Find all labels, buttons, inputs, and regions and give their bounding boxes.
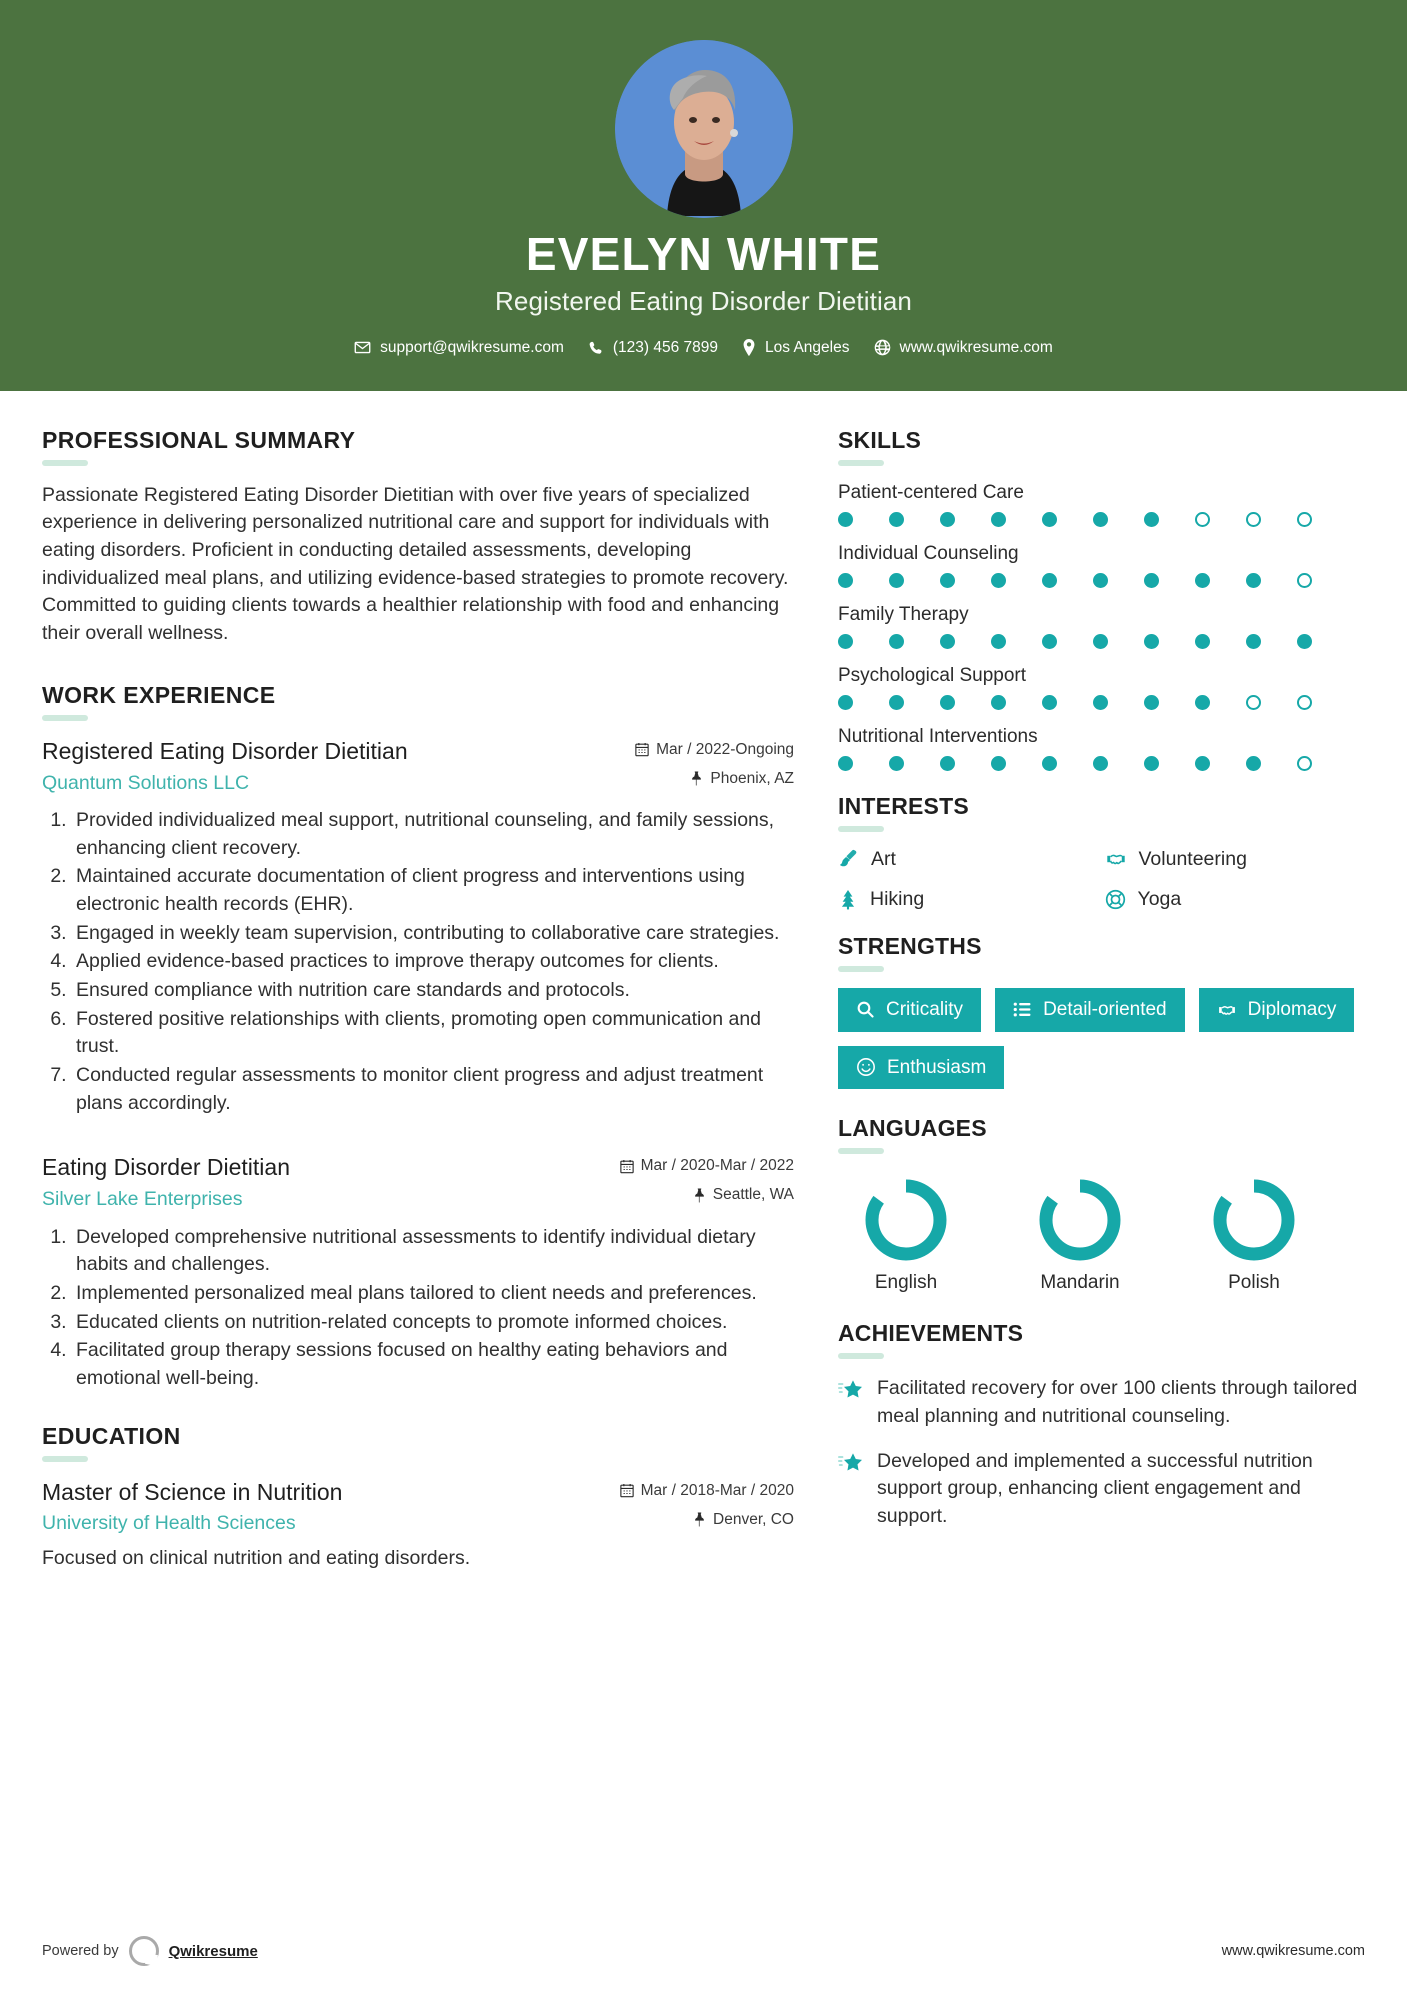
contact-email[interactable] [346,339,572,357]
section-title-skills: SKILLS [838,426,921,453]
map-pin-icon [742,339,756,356]
language-item-polish [1186,1170,1322,1294]
rating-dot-filled [991,695,1006,710]
rating-dot-filled [1093,634,1108,649]
work-location [635,770,794,788]
work-entry [42,737,794,1118]
lifebuoy-icon [1105,889,1126,910]
section-rule [42,460,88,466]
work-bullets [42,807,794,1118]
rating-dot-filled [889,512,904,527]
rating-dot-filled [1144,573,1159,588]
interest-label: Art [871,847,896,870]
pushpin-icon [693,1512,706,1527]
contact-bar [0,339,1407,357]
interest-item-volunteering [1105,848,1364,871]
resume-body [0,391,1407,1910]
section-professional-summary [42,427,794,648]
professional-summary-text: Passionate Registered Eating Disorder Dietitian with over five years of specialized experience in delivering personalized nutritional care and support for individuals with eating disorders. Proficient in conducting detailed assessments, developing individualized meal plans, and utilizing evidence-based strategies to promote recovery. Committed to guiding clients towards a healthier relationship with food and enhancing their overall wellness. [42,483,789,645]
strength-chip-enthusiasm[interactable] [838,1046,1004,1090]
strength-label: Detail-oriented [1043,998,1167,1020]
rating-dot-filled [1144,512,1159,527]
rating-dot-filled [1246,756,1261,771]
rating-dot-filled [1093,573,1108,588]
rating-dot-filled [1195,695,1210,710]
rating-dot-filled [940,573,955,588]
skill-name: Family Therapy [838,603,969,625]
contact-website[interactable] [866,339,1061,357]
skill-rating [838,634,1363,649]
rating-dot-empty [1297,512,1312,527]
achievement-item [838,1448,1363,1530]
achievement-text: Facilitated recovery for over 100 clients through tailored meal planning and nutritional counseling. [877,1377,1358,1427]
rating-dot-filled [1246,634,1261,649]
rating-dot-empty [1297,695,1312,710]
skill-item [838,482,1363,527]
work-location-value: Phoenix, AZ [710,769,794,787]
envelope-icon [354,339,371,356]
contact-phone[interactable] [580,339,726,357]
contact-email-value: support@qwikresume.com [380,338,564,356]
rating-dot-empty [1195,512,1210,527]
rating-dot-filled [889,634,904,649]
rating-dot-filled [1195,573,1210,588]
work-bullet: 4. Applied evidence-based practices to improve therapy outcomes for clients. [72,948,794,976]
rating-dot-filled [940,512,955,527]
calendar-icon [620,1159,634,1174]
rating-dot-filled [838,695,853,710]
work-role: Registered Eating Disorder Dietitian [42,737,408,764]
qwikresume-logo-icon [129,1936,159,1966]
work-bullet: 1. Provided individualized meal support, nutritional counseling, and family sessions, enhancing client recovery. [72,807,794,862]
resume-footer [0,1910,1407,1990]
section-title-professional-summary: PROFESSIONAL SUMMARY [42,426,356,453]
work-bullet: 2. Maintained accurate documentation of client progress and interventions using electronic health records (EHR). [72,863,794,918]
skill-name: Psychological Support [838,664,1026,686]
work-organization[interactable]: Silver Lake Enterprises [42,1188,243,1211]
handshake-icon [1217,1000,1237,1020]
rating-dot-filled [1042,573,1057,588]
education-dates-value: Mar / 2018-Mar / 2020 [640,1481,794,1499]
interest-label: Hiking [870,887,925,910]
contact-location-value: Los Angeles [765,338,850,356]
rating-dot-filled [838,512,853,527]
skill-rating [838,512,1363,527]
right-column [838,427,1363,1910]
rating-dot-filled [889,756,904,771]
rating-dot-filled [940,695,955,710]
footer-website: www.qwikresume.com [1221,1943,1365,1959]
rating-dot-filled [889,695,904,710]
work-bullet: 2. Implemented personalized meal plans tailored to client needs and preferences. [72,1280,794,1308]
pushpin-icon [690,771,703,786]
calendar-icon [620,1483,634,1498]
paintbrush-icon [838,849,859,870]
section-languages [838,1115,1363,1294]
left-column [42,427,794,1910]
rating-dot-filled [838,634,853,649]
rating-dot-filled [991,634,1006,649]
contact-website-value: www.qwikresume.com [899,338,1053,356]
globe-icon [874,339,891,356]
section-title-achievements: ACHIEVEMENTS [838,1320,1024,1347]
avatar [615,40,793,218]
strength-label: Criticality [886,998,964,1020]
smiley-icon [856,1057,876,1077]
contact-phone-value: (123) 456 7899 [612,338,719,356]
strength-chip-criticality[interactable] [838,988,981,1032]
footer-branding [42,1936,258,1966]
skill-rating [838,573,1363,588]
section-achievements [838,1320,1363,1529]
interest-label: Volunteering [1138,847,1247,870]
rating-dot-filled [940,634,955,649]
education-school[interactable]: University of Health Sciences [42,1512,296,1535]
rating-dot-filled [1144,634,1159,649]
section-rule [838,1353,884,1359]
skill-item [838,726,1363,771]
interest-label: Yoga [1137,887,1182,910]
strengths-list [838,988,1363,1090]
work-bullet: 3. Educated clients on nutrition-related concepts to promote informed choices. [72,1309,794,1337]
search-icon [856,1000,875,1019]
section-work-experience [42,682,794,1393]
list-icon [1013,1000,1032,1019]
section-rule [838,1148,884,1154]
section-rule [838,460,884,466]
skill-name: Individual Counseling [838,542,1019,564]
section-rule [42,1456,88,1462]
achievement-item [838,1375,1363,1430]
candidate-job-title: Registered Eating Disorder Dietitian [495,285,912,316]
skill-item [838,665,1363,710]
language-label: Mandarin [1040,1272,1120,1294]
rating-dot-filled [889,573,904,588]
phone-icon [588,340,604,356]
section-interests [838,793,1363,911]
rating-dot-empty [1246,695,1261,710]
achievement-text: Developed and implemented a successful nutrition support group, enhancing client engagement and support. [877,1449,1313,1527]
rating-dot-empty [1297,756,1312,771]
star-icon [838,1448,863,1475]
work-bullet: 5. Ensured compliance with nutrition care standards and protocols. [72,977,794,1005]
language-label: English [874,1272,938,1294]
language-label: Polish [1228,1272,1280,1294]
rating-dot-filled [991,756,1006,771]
section-rule [838,966,884,972]
section-rule [42,715,88,721]
skill-rating [838,695,1363,710]
language-item-english [838,1170,974,1294]
work-bullet: 1. Developed comprehensive nutritional assessments to identify individual dietary habits and challenges. [72,1224,794,1279]
rating-dot-filled [1042,634,1057,649]
resume-header [0,0,1407,391]
rating-dot-filled [1246,573,1261,588]
skill-name: Patient-centered Care [838,481,1024,503]
rating-dot-filled [1093,512,1108,527]
section-title-education: EDUCATION [42,1422,181,1449]
language-donut [860,1174,952,1266]
section-strengths [838,933,1363,1090]
rating-dot-filled [1042,695,1057,710]
work-bullet: 4. Facilitated group therapy sessions focused on healthy eating behaviors and emotional well-being. [72,1337,794,1392]
rating-dot-empty [1246,512,1261,527]
education-location [620,1511,794,1529]
interest-item-yoga [1105,888,1364,911]
skill-name: Nutritional Interventions [838,725,1038,747]
rating-dot-filled [1297,634,1312,649]
section-title-work-experience: WORK EXPERIENCE [42,681,276,708]
contact-location[interactable] [734,339,857,357]
section-title-languages: LANGUAGES [838,1115,987,1142]
section-education [42,1423,794,1573]
rating-dot-filled [991,573,1006,588]
skill-item [838,543,1363,588]
powered-by-label: Powered by [42,1943,119,1959]
skill-item [838,604,1363,649]
education-dates [620,1482,794,1500]
interest-item-hiking [838,888,1097,911]
candidate-name: EVELYN WHITE [525,228,882,280]
rating-dot-filled [1195,634,1210,649]
rating-dot-filled [1144,756,1159,771]
education-entry [42,1478,794,1573]
work-organization[interactable]: Quantum Solutions LLC [42,771,250,794]
language-donut [1208,1174,1300,1266]
rating-dot-filled [1144,695,1159,710]
rating-dot-filled [838,573,853,588]
work-dates [635,741,794,759]
section-title-interests: INTERESTS [838,792,969,819]
rating-dot-filled [940,756,955,771]
education-note: Focused on clinical nutrition and eating disorders. [42,1546,471,1569]
work-dates [620,1157,794,1175]
skill-rating [838,756,1363,771]
calendar-icon [635,742,649,757]
work-dates-value: Mar / 2022-Ongoing [656,740,794,758]
handshake-icon [1105,848,1127,870]
work-bullets [42,1224,794,1393]
rating-dot-filled [1042,756,1057,771]
strength-label: Enthusiasm [887,1056,987,1078]
work-location-value: Seattle, WA [712,1186,794,1204]
rating-dot-filled [1093,756,1108,771]
education-degree: Master of Science in Nutrition [42,1478,343,1505]
pushpin-icon [693,1188,706,1203]
footer-brand-link[interactable]: Qwikresume [168,1942,258,1960]
rating-dot-filled [1093,695,1108,710]
languages-list [838,1170,1363,1294]
star-icon [838,1375,863,1402]
strength-label: Diplomacy [1247,998,1337,1020]
work-bullet: 7. Conducted regular assessments to monitor client progress and adjust treatment plans accordingly. [72,1062,794,1117]
section-title-strengths: STRENGTHS [838,932,982,959]
strength-chip-detail-oriented[interactable] [995,988,1185,1032]
work-bullet: 6. Fostered positive relationships with clients, promoting open communication and trust. [72,1006,794,1061]
strength-chip-diplomacy[interactable] [1199,988,1355,1032]
language-donut [1034,1174,1126,1266]
rating-dot-filled [1042,512,1057,527]
rating-dot-filled [991,512,1006,527]
rating-dot-empty [1297,573,1312,588]
section-skills [838,427,1363,771]
section-rule [838,826,884,832]
interest-item-art [838,848,1097,871]
language-item-mandarin [1012,1170,1148,1294]
work-entry [42,1153,794,1392]
work-dates-value: Mar / 2020-Mar / 2022 [640,1157,794,1175]
rating-dot-filled [838,756,853,771]
work-bullet: 3. Engaged in weekly team supervision, contributing to collaborative care strategies. [72,920,794,948]
work-role: Eating Disorder Dietitian [42,1154,291,1181]
education-location-value: Denver, CO [713,1510,794,1528]
work-location [620,1186,794,1204]
rating-dot-filled [1195,756,1210,771]
tree-icon [838,889,858,910]
interests-grid [838,848,1363,911]
